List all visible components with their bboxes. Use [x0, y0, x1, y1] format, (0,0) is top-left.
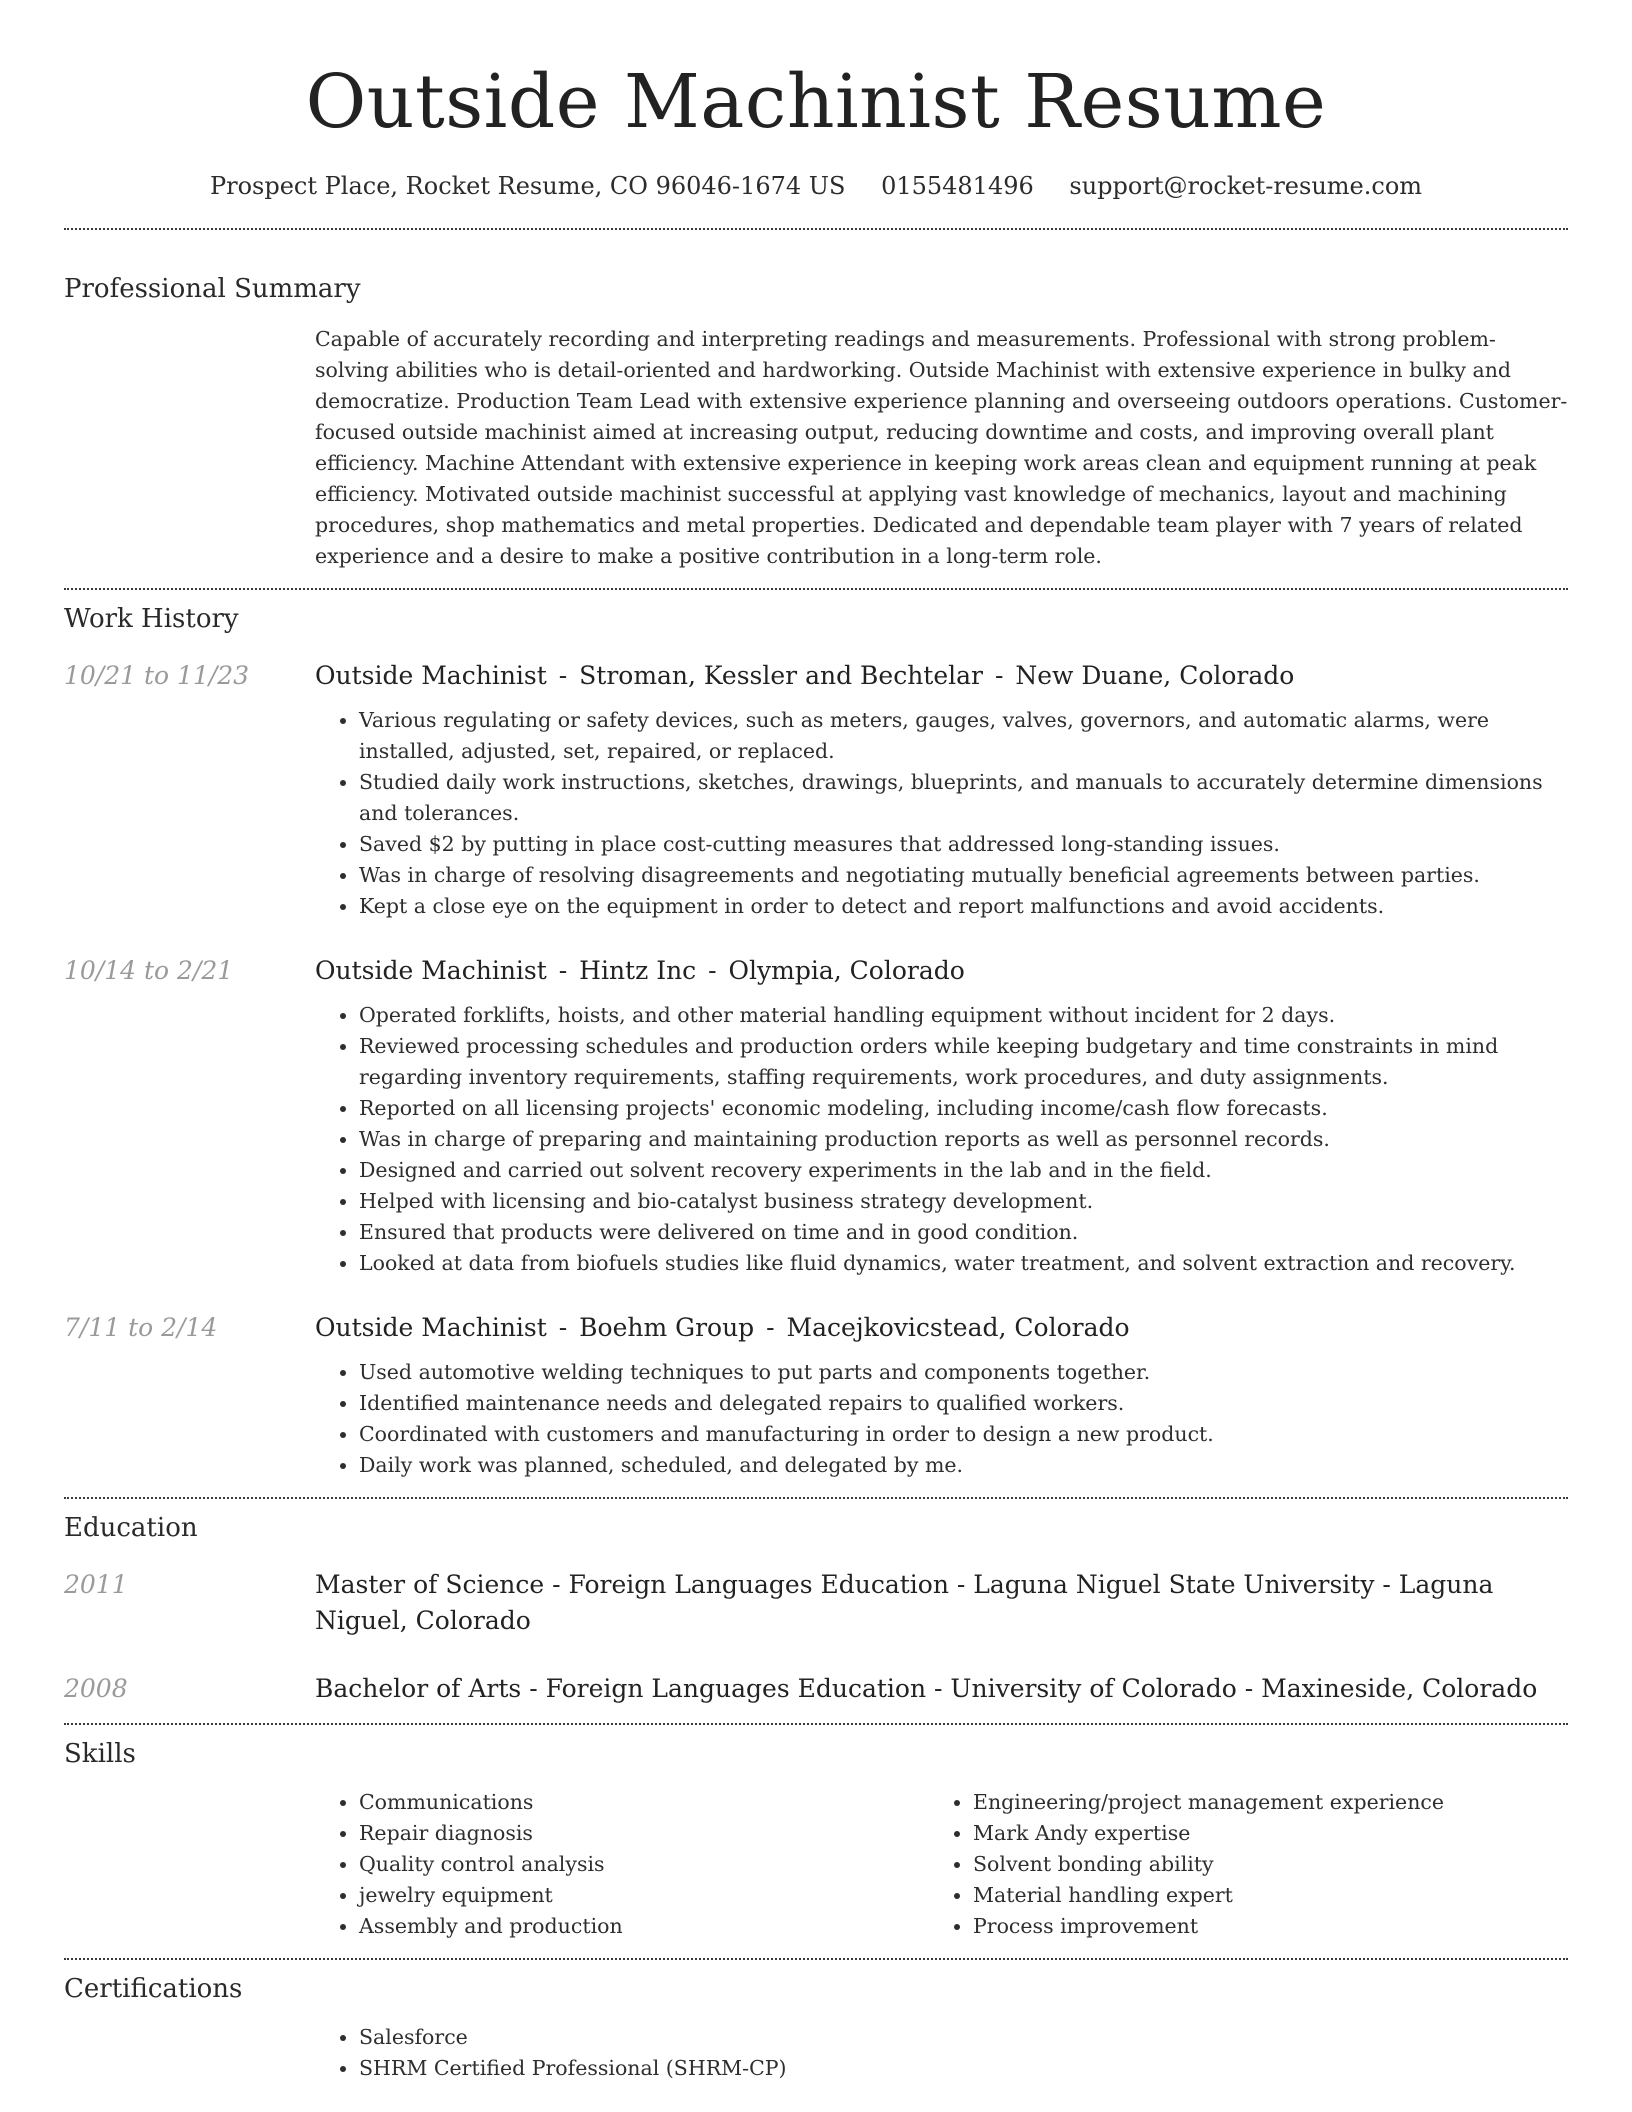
job-bullets [315, 1357, 1568, 1481]
job-heading: Outside Machinist - Stroman, Kessler and Bechtelar - New Duane, Colorado [315, 661, 1295, 690]
job-body [315, 658, 1568, 922]
skills-heading: Skills [64, 1739, 136, 1769]
skills-right-list [929, 1787, 1543, 1942]
contact-email[interactable]: support@rocket-resume.com [1069, 172, 1423, 200]
job-bullet: • Various regulating or safety devices, such as meters, gauges, valves, governors, and automatic alarms, were installed, adjusted, set, repaired, or replaced. [359, 705, 1568, 767]
job-bullet: • Was in charge of preparing and maintaining production reports as well as personnel records. [359, 1124, 1568, 1155]
job-heading: Outside Machinist - Boehm Group - Macejkovicstead, Colorado [315, 1313, 1130, 1342]
education-heading: Education [64, 1513, 198, 1543]
resume-page [64, 0, 1568, 2084]
education-year: 2011 [64, 1570, 128, 1599]
job-bullet: • Was in charge of resolving disagreements and negotiating mutually beneficial agreements between parties. [359, 860, 1568, 891]
job-bullet: • Looked at data from biofuels studies like fluid dynamics, water treatment, and solvent extraction and recovery. [359, 1248, 1568, 1279]
skill-item: • Solvent bonding ability [973, 1849, 1543, 1880]
education-year: 2008 [64, 1674, 128, 1703]
education-heading-text: Master of Science - Foreign Languages Education - Laguna Niguel State University - Laguna Niguel, Colorado [315, 1570, 1494, 1635]
summary-heading: Professional Summary [64, 274, 361, 304]
job-company: Hintz Inc [579, 956, 697, 985]
job-dates: 10/14 to 2/21 [64, 956, 234, 985]
skills-columns [315, 1787, 1568, 1942]
skill-item: • Assembly and production [359, 1911, 929, 1942]
job-bullets [315, 705, 1568, 922]
job-heading: Outside Machinist - Hintz Inc - Olympia, Colorado [315, 956, 965, 985]
certifications-block [64, 2022, 1568, 2084]
job-dates: 10/21 to 11/23 [64, 661, 250, 690]
job-bullet: • Reviewed processing schedules and production orders while keeping budgetary and time constraints in mind regarding inventory requirements, staffing requirements, work procedures, and duty assignments. [359, 1031, 1568, 1093]
job-entry [64, 658, 1568, 922]
job-bullet: • Designed and carried out solvent recovery experiments in the lab and in the field. [359, 1155, 1568, 1186]
work-divider [64, 588, 1568, 590]
certifications-list [315, 2022, 1568, 2084]
contact-divider [64, 228, 1568, 230]
skills-divider [64, 1723, 1568, 1725]
job-entry [64, 953, 1568, 1279]
job-bullet: • Reported on all licensing projects' economic modeling, including income/cash flow forecasts. [359, 1093, 1568, 1124]
job-bullet: • Identified maintenance needs and delegated repairs to qualified workers. [359, 1388, 1568, 1419]
job-location: Macejkovicstead, Colorado [786, 1313, 1130, 1342]
job-bullet: • Saved $2 by putting in place cost-cutting measures that addressed long-standing issues. [359, 829, 1568, 860]
job-title: Outside Machinist [315, 661, 547, 690]
contact-line [64, 168, 1568, 204]
certification-item: • Salesforce [359, 2022, 1568, 2053]
job-dates: 7/11 to 2/14 [64, 1313, 218, 1342]
job-body [315, 1310, 1568, 1481]
education-body [315, 1567, 1568, 1639]
job-bullet: • Kept a close eye on the equipment in order to detect and report malfunctions and avoid accidents. [359, 891, 1568, 922]
job-bullet: • Used automotive welding techniques to put parts and components together. [359, 1357, 1568, 1388]
resume-title: Outside Machinist Resume [305, 59, 1327, 145]
certifications-divider [64, 1958, 1568, 1960]
education-heading-text: Bachelor of Arts - Foreign Languages Education - University of Colorado - Maxineside, Colorado [315, 1674, 1538, 1703]
skill-item: • Engineering/project management experience [973, 1787, 1543, 1818]
job-body [315, 953, 1568, 1279]
job-bullet: • Ensured that products were delivered on time and in good condition. [359, 1217, 1568, 1248]
job-bullet: • Daily work was planned, scheduled, and delegated by me. [359, 1450, 1568, 1481]
skills-left-list [315, 1787, 929, 1942]
work-heading: Work History [64, 604, 239, 634]
certifications-heading: Certifications [64, 1974, 243, 2004]
skill-item: • Communications [359, 1787, 929, 1818]
job-bullet: • Studied daily work instructions, sketches, drawings, blueprints, and manuals to accurately determine dimensions and tolerances. [359, 767, 1568, 829]
certification-item: • SHRM Certified Professional (SHRM-CP) [359, 2053, 1568, 2084]
job-title: Outside Machinist [315, 956, 547, 985]
education-entry [64, 1567, 1568, 1639]
skill-item: • Repair diagnosis [359, 1818, 929, 1849]
skill-item: • Mark Andy expertise [973, 1818, 1543, 1849]
job-company: Stroman, Kessler and Bechtelar [579, 661, 983, 690]
job-title: Outside Machinist [315, 1313, 547, 1342]
job-bullet: • Coordinated with customers and manufacturing in order to design a new product. [359, 1419, 1568, 1450]
summary-text: Capable of accurately recording and interpreting readings and measurements. Professional with strong problem-solving abilities who is detail-oriented and hardworking. Outside Machinist with extensive experience in bulky and democratize. Production Team Lead with extensive experience planning and overseeing outdoors operations. Customer-focused outside machinist aimed at increasing output, reducing downtime and costs, and improving overall plant efficiency. Machine Attendant with extensive experience in keeping work areas clean and equipment running at peak efficiency. Motivated outside machinist successful at applying vast knowledge of mechanics, layout and machining procedures, shop mathematics and metal properties. Dedicated and dependable team player with 7 years of related experience and a desire to make a positive contribution in a long-term role. [315, 327, 1568, 568]
job-entry [64, 1310, 1568, 1481]
education-entry [64, 1671, 1568, 1707]
job-company: Boehm Group [579, 1313, 755, 1342]
contact-phone: 0155481496 [881, 172, 1034, 200]
skill-item: • jewelry equipment [359, 1880, 929, 1911]
job-bullet: • Operated forklifts, hoists, and other material handling equipment without incident for 2 days. [359, 1000, 1568, 1031]
skill-item: • Material handling expert [973, 1880, 1543, 1911]
education-body [315, 1671, 1568, 1707]
contact-address: Prospect Place, Rocket Resume, CO 96046-1674 US [209, 172, 846, 200]
job-bullet: • Helped with licensing and bio-catalyst business strategy development. [359, 1186, 1568, 1217]
education-divider [64, 1497, 1568, 1499]
job-bullets [315, 1000, 1568, 1279]
job-location: New Duane, Colorado [1015, 661, 1295, 690]
job-location: Olympia, Colorado [728, 956, 965, 985]
skill-item: • Quality control analysis [359, 1849, 929, 1880]
skill-item: • Process improvement [973, 1911, 1543, 1942]
